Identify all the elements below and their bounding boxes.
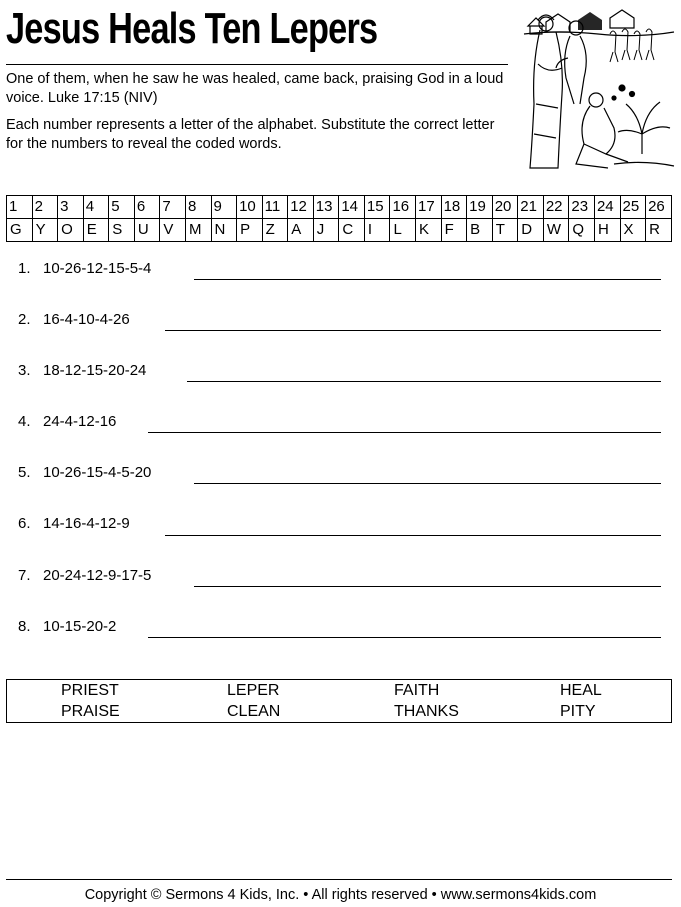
puzzle-item [18,259,151,279]
cipher-number: 9 [211,196,237,219]
cipher-letter: K [416,219,442,242]
puzzle-number: 4. [18,413,31,430]
puzzle-code: 10-26-15-4-5-20 [43,464,152,481]
puzzle-item [18,514,130,534]
puzzle-code: 14-16-4-12-9 [43,515,130,532]
cipher-number: 13 [313,196,339,219]
answer-line[interactable] [165,535,661,536]
cipher-number: 8 [185,196,211,219]
cipher-letter: W [543,219,569,242]
cipher-number: 24 [594,196,620,219]
cipher-number: 18 [441,196,467,219]
puzzle-code: 16-4-10-4-26 [43,311,130,328]
puzzle-number: 6. [18,515,31,532]
cipher-letter: H [594,219,620,242]
puzzle-number: 1. [18,260,31,277]
word-bank-word: PITY [560,703,596,720]
answer-line[interactable] [148,637,661,638]
cipher-letter: E [83,219,109,242]
word-bank-word: HEAL [560,682,602,699]
puzzle-number: 8. [18,618,31,635]
word-bank-word: CLEAN [227,703,281,720]
cipher-number: 25 [620,196,646,219]
cipher-letter: B [467,219,493,242]
cipher-number: 10 [237,196,263,219]
cipher-number: 2 [32,196,58,219]
word-bank-word: PRIEST [61,682,119,699]
cipher-letter: S [109,219,135,242]
cipher-letter: R [646,219,672,242]
puzzle-item [18,617,116,637]
cipher-letter: Y [32,219,58,242]
cipher-letter: L [390,219,416,242]
cipher-number: 3 [58,196,84,219]
cipher-number: 19 [467,196,493,219]
answer-line[interactable] [148,432,661,433]
cipher-number: 20 [492,196,518,219]
cipher-number: 22 [543,196,569,219]
cipher-letter: X [620,219,646,242]
cipher-number: 14 [339,196,365,219]
word-bank [6,679,672,723]
cipher-letter: C [339,219,365,242]
cipher-letter: Z [262,219,288,242]
answer-line[interactable] [194,586,661,587]
answer-line[interactable] [187,381,661,382]
cipher-number: 12 [288,196,314,219]
puzzle-item [18,463,151,483]
cipher-letters-row [7,219,672,242]
cipher-letter: D [518,219,544,242]
cipher-letter: V [160,219,186,242]
title-divider [6,64,508,65]
cipher-letter: F [441,219,467,242]
cipher-letter: A [288,219,314,242]
bible-verse: One of them, when he saw he was healed, came back, praising God in a loud voice. Luke 17:15 (NIV) [6,71,504,106]
puzzle-item [18,310,130,330]
puzzle-number: 3. [18,362,31,379]
answer-line[interactable] [194,483,661,484]
puzzle-number: 2. [18,311,31,328]
answer-line[interactable] [165,330,661,331]
cipher-letter: N [211,219,237,242]
puzzle-number: 7. [18,567,31,584]
puzzle-code: 18-12-15-20-24 [43,362,147,379]
word-bank-word: THANKS [394,703,459,720]
cipher-letter: J [313,219,339,242]
puzzle-code: 10-15-20-2 [43,618,117,635]
cipher-number: 7 [160,196,186,219]
puzzle-code: 20-24-12-9-17-5 [43,567,152,584]
cipher-number: 15 [364,196,390,219]
page-title: Jesus Heals Ten Lepers [6,4,378,53]
cipher-key-table [6,195,672,242]
cipher-letter: G [7,219,33,242]
cipher-letter: P [237,219,263,242]
puzzle-code: 24-4-12-16 [43,413,117,430]
cipher-letter: Q [569,219,595,242]
cipher-letter: M [185,219,211,242]
cipher-number: 23 [569,196,595,219]
cipher-number: 26 [646,196,672,219]
cipher-number: 21 [518,196,544,219]
word-bank-word: PRAISE [61,703,120,720]
cipher-letter: I [364,219,390,242]
instructions: Each number represents a letter of the alphabet. Substitute the correct letter for the numbers to reveal the coded words. [6,117,495,152]
cipher-letter: O [58,219,84,242]
cipher-number: 17 [416,196,442,219]
cipher-letter: T [492,219,518,242]
cipher-number: 11 [262,196,288,219]
cipher-number: 6 [134,196,160,219]
cipher-number: 4 [83,196,109,219]
footer-divider [6,879,672,880]
puzzle-item [18,566,151,586]
copyright-footer: Copyright © Sermons 4 Kids, Inc. • All rights reserved • www.sermons4kids.com [84,887,597,903]
cipher-numbers-row [7,196,672,219]
cipher-number: 1 [7,196,33,219]
jesus-healing-leper-illustration [518,4,676,174]
cipher-letter: U [134,219,160,242]
puzzle-item [18,361,146,381]
puzzle-item [18,412,116,432]
word-bank-word: LEPER [227,682,280,699]
cipher-number: 16 [390,196,416,219]
word-bank-word: FAITH [394,682,440,699]
puzzle-code: 10-26-12-15-5-4 [43,260,152,277]
puzzle-number: 5. [18,464,31,481]
answer-line[interactable] [194,279,661,280]
cipher-number: 5 [109,196,135,219]
